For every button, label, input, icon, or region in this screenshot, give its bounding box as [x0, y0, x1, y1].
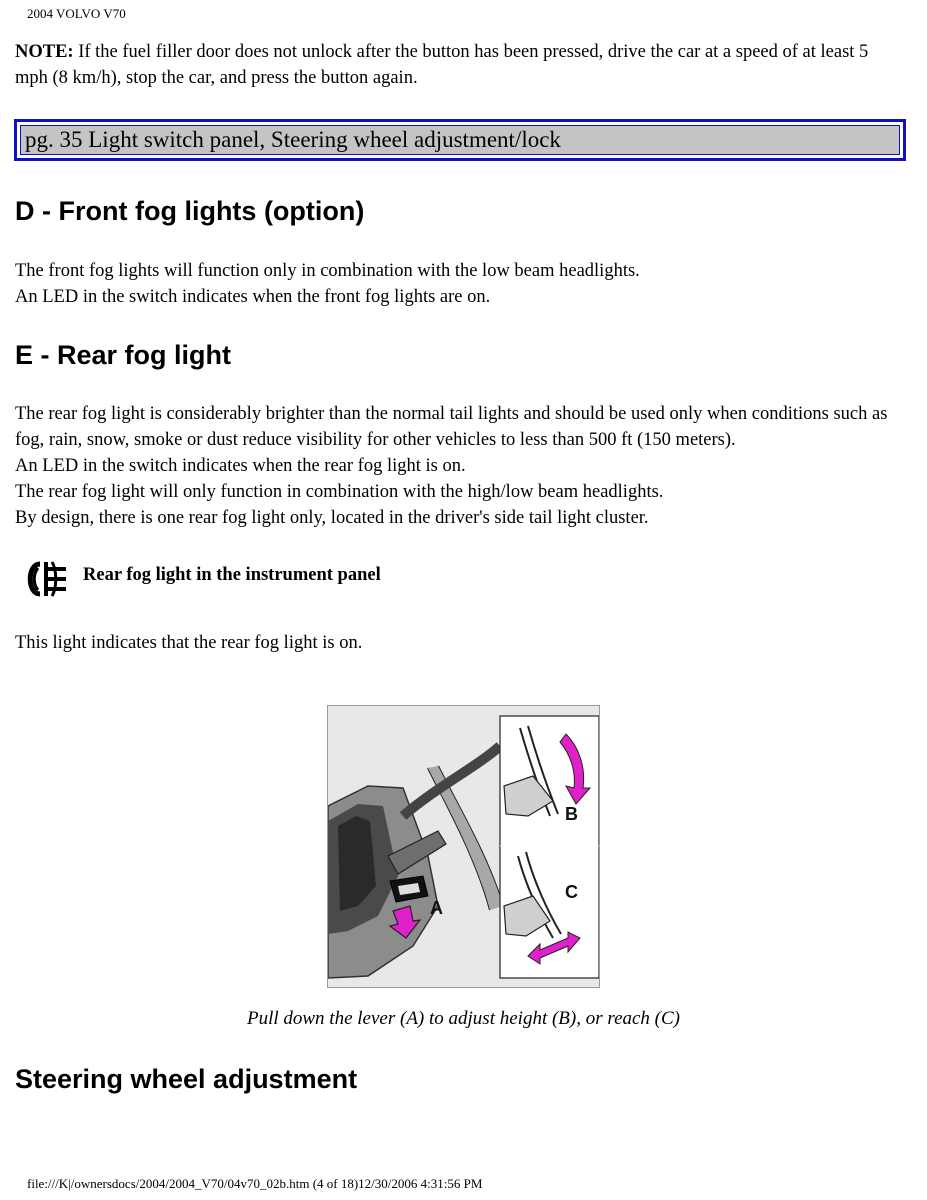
figure-label-c: C — [565, 882, 578, 902]
fuel-filler-note — [15, 39, 905, 91]
paragraph-line: The rear fog light is considerably brighter than the normal tail lights and should be used only when conditions such as fog, rain, snow, smoke or dust reduce visibility for other vehicles to less than 500 ft (150 meters). — [15, 404, 888, 450]
paragraph-line: By design, there is one rear fog light only, located in the driver's side tail light cluster. — [15, 508, 649, 528]
figure-label-a: A — [430, 898, 443, 918]
document-header: 2004 VOLVO V70 — [27, 6, 126, 21]
figure-label-b: B — [565, 804, 578, 824]
rear-fog-light-text — [15, 401, 905, 531]
page-reference-banner — [14, 119, 906, 161]
front-fog-lights-heading: D - Front fog lights (option) — [15, 196, 365, 226]
rear-fog-light-heading: E - Rear fog light — [15, 340, 231, 370]
steering-wheel-adjustment-figure — [327, 705, 600, 988]
front-fog-lights-text — [15, 258, 905, 310]
note-label: NOTE: — [15, 42, 74, 62]
rear-fog-light-icon — [22, 558, 70, 600]
paragraph-line: An LED in the switch indicates when the rear fog light is on. — [15, 456, 466, 476]
figure-caption: Pull down the lever (A) to adjust height (B), or reach (C) — [246, 1008, 681, 1029]
paragraph-line: An LED in the switch indicates when the front fog lights are on. — [15, 287, 491, 307]
rear-fog-indicator-label: Rear fog light in the instrument panel — [83, 565, 381, 585]
note-text: If the fuel filler door does not unlock after the button has been pressed, drive the car at a speed of at least 5 mph (8 km/h), stop the car, and press the button again. — [15, 42, 869, 88]
paragraph-line: The rear fog light will only function in combination with the high/low beam headlights. — [15, 482, 664, 502]
page-reference-text: pg. 35 Light switch panel, Steering wheel adjustment/lock — [20, 125, 900, 155]
paragraph-line: The front fog lights will function only in combination with the low beam headlights. — [15, 261, 640, 281]
steering-wheel-adjustment-heading: Steering wheel adjustment — [15, 1064, 358, 1094]
document-footer: file:///K|/ownersdocs/2004/2004_V70/04v70_02b.htm (4 of 18)12/30/2006 4:31:56 PM — [27, 1176, 483, 1191]
rear-fog-indicator-text: This light indicates that the rear fog light is on. — [15, 633, 363, 653]
steering-adjustment-illustration — [328, 706, 600, 988]
